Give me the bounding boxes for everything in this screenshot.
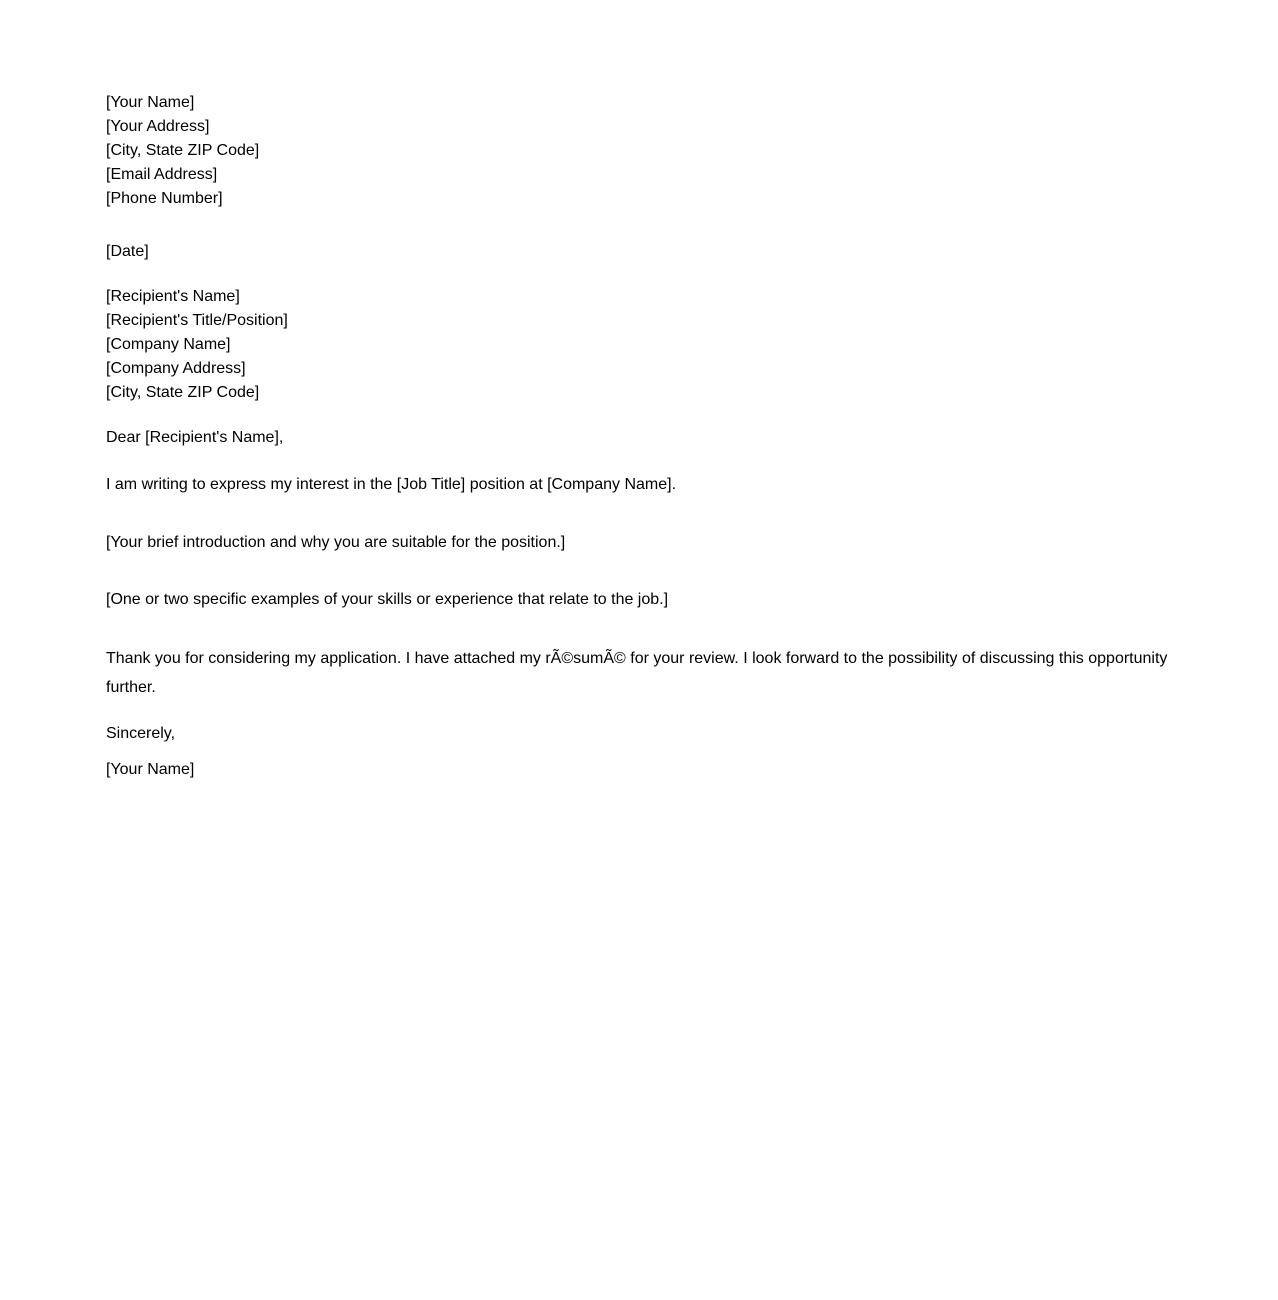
body-paragraph-1 (106, 473, 1186, 497)
sender-name: [Your Name] (106, 94, 195, 111)
paragraph-text: [Your brief introduction and why you are suitable for the position.] (106, 534, 566, 551)
company-name: [Company Name] (106, 336, 231, 353)
closing-block (106, 722, 1186, 746)
company-city-state-zip: [City, State ZIP Code] (106, 384, 260, 401)
salutation: Dear [Recipient's Name], (106, 429, 284, 446)
salutation-block (106, 426, 1186, 450)
closing: Sincerely, (106, 725, 176, 742)
paragraph-text: [One or two specific examples of your skills or experience that relate to the job.] (106, 591, 669, 608)
sender-address: [Your Address] (106, 118, 210, 135)
sender-city-state-zip: [City, State ZIP Code] (106, 142, 260, 159)
recipient-name: [Recipient's Name] (106, 288, 240, 305)
body-paragraph-3 (106, 588, 1186, 612)
letter-date: [Date] (106, 243, 149, 260)
recipient-title: [Recipient's Title/Position] (106, 312, 288, 329)
sender-phone: [Phone Number] (106, 190, 223, 207)
paragraph-text: I am writing to express my interest in the [Job Title] position at [Company Name]. (106, 476, 677, 493)
date-block (106, 240, 1186, 264)
signature-block (106, 758, 1186, 782)
company-address: [Company Address] (106, 360, 246, 377)
body-paragraph-2 (106, 531, 1186, 555)
signature-name: [Your Name] (106, 761, 195, 778)
body-paragraph-4: Thank you for considering my application. I have attached my rÃ©sumÃ© for your review. I look forward to the possibility of discussing this opportunity further. (106, 650, 1168, 696)
sender-email: [Email Address] (106, 166, 218, 183)
recipient-address-block (106, 285, 1186, 405)
sender-address-block (106, 91, 1186, 211)
